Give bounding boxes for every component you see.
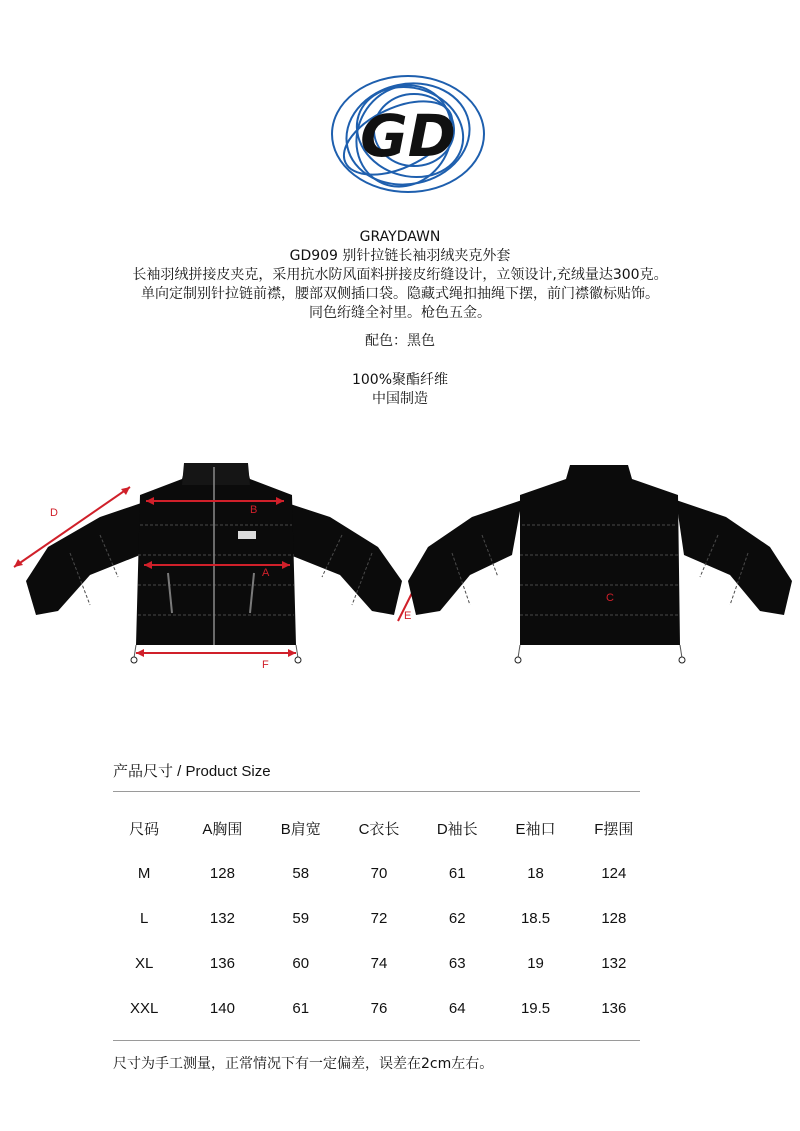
material-line: 100%聚酯纤维 [351, 372, 449, 388]
table-cell: 140 [209, 1000, 235, 1017]
header-cell: 尺码 [129, 821, 160, 838]
size-chart-title: 产品尺寸 / Product Size [113, 763, 271, 780]
table-cell: 58 [292, 865, 310, 882]
table-cell: 72 [370, 910, 388, 927]
table-row [105, 941, 653, 986]
label-b: B [250, 504, 258, 516]
size-table [105, 806, 653, 1031]
table-cell: XL [134, 955, 154, 972]
table-cell: L [139, 910, 149, 927]
header-cell: A胸围 [202, 821, 243, 838]
logo-text: GD [360, 102, 456, 170]
jacket-diagrams [0, 455, 800, 680]
header-cell: E袖口 [515, 821, 556, 838]
label-e: E [404, 610, 412, 622]
divider [113, 1040, 640, 1041]
header-cell: F摆围 [594, 821, 634, 838]
table-row [105, 896, 653, 941]
brand-name: GRAYDAWN [359, 229, 441, 245]
graydawn-logo-icon [328, 72, 488, 196]
table-cell: 19 [527, 955, 544, 972]
table-cell: 132 [209, 910, 235, 927]
table-cell: 62 [448, 910, 466, 927]
header-cell: C衣长 [358, 821, 400, 838]
front-jacket-icon [26, 463, 402, 663]
table-cell: 128 [601, 910, 627, 927]
description-line: 同色绗缝全衬里。枪色五金。 [309, 305, 491, 321]
divider [113, 791, 640, 792]
label-d: D [50, 507, 58, 519]
table-row [105, 851, 653, 896]
table-header-row [105, 806, 653, 851]
color-line: 配色：黑色 [365, 333, 435, 349]
table-cell: XXL [129, 1000, 159, 1017]
table-cell: 19.5 [520, 1000, 551, 1017]
description-line: 长袖羽绒拼接皮夹克，采用抗水防风面料拼接皮绗缝设计，立领设计,充绒量达300克。 [132, 267, 668, 283]
table-cell: 59 [292, 910, 310, 927]
table-cell: 70 [370, 865, 388, 882]
color-block [0, 332, 800, 351]
table-cell: 61 [448, 865, 466, 882]
label-a: A [262, 567, 270, 579]
table-cell: 76 [370, 1000, 388, 1017]
table-cell: 132 [601, 955, 627, 972]
label-c: C [606, 592, 614, 604]
table-cell: 61 [292, 1000, 310, 1017]
table-cell: 136 [601, 1000, 627, 1017]
table-row [105, 986, 653, 1031]
table-cell: 128 [209, 865, 235, 882]
table-cell: 136 [209, 955, 235, 972]
description-block [0, 247, 800, 323]
measurement-note: 尺寸为手工测量，正常情况下有一定偏差，误差在2cm左右。 [113, 1056, 494, 1072]
table-cell: 64 [448, 1000, 466, 1017]
header-cell: B肩宽 [280, 821, 321, 838]
header-cell: D袖长 [436, 821, 478, 838]
table-cell: 74 [370, 955, 388, 972]
table-cell: M [137, 865, 151, 882]
table-cell: 124 [601, 865, 627, 882]
table-cell: 18 [527, 865, 544, 882]
header-text [0, 228, 800, 247]
back-jacket-icon [408, 465, 792, 663]
label-f: F [262, 659, 269, 671]
description-line: 单向定制别针拉链前襟，腰部双侧插口袋。隐藏式绳扣抽绳下摆，前门襟徽标贴饰。 [141, 286, 659, 302]
material-block [0, 371, 800, 409]
product-line: GD909 别针拉链长袖羽绒夹克外套 [289, 248, 511, 264]
origin-line: 中国制造 [372, 391, 428, 407]
table-cell: 63 [448, 955, 466, 972]
table-cell: 60 [292, 955, 310, 972]
table-cell: 18.5 [520, 910, 551, 927]
